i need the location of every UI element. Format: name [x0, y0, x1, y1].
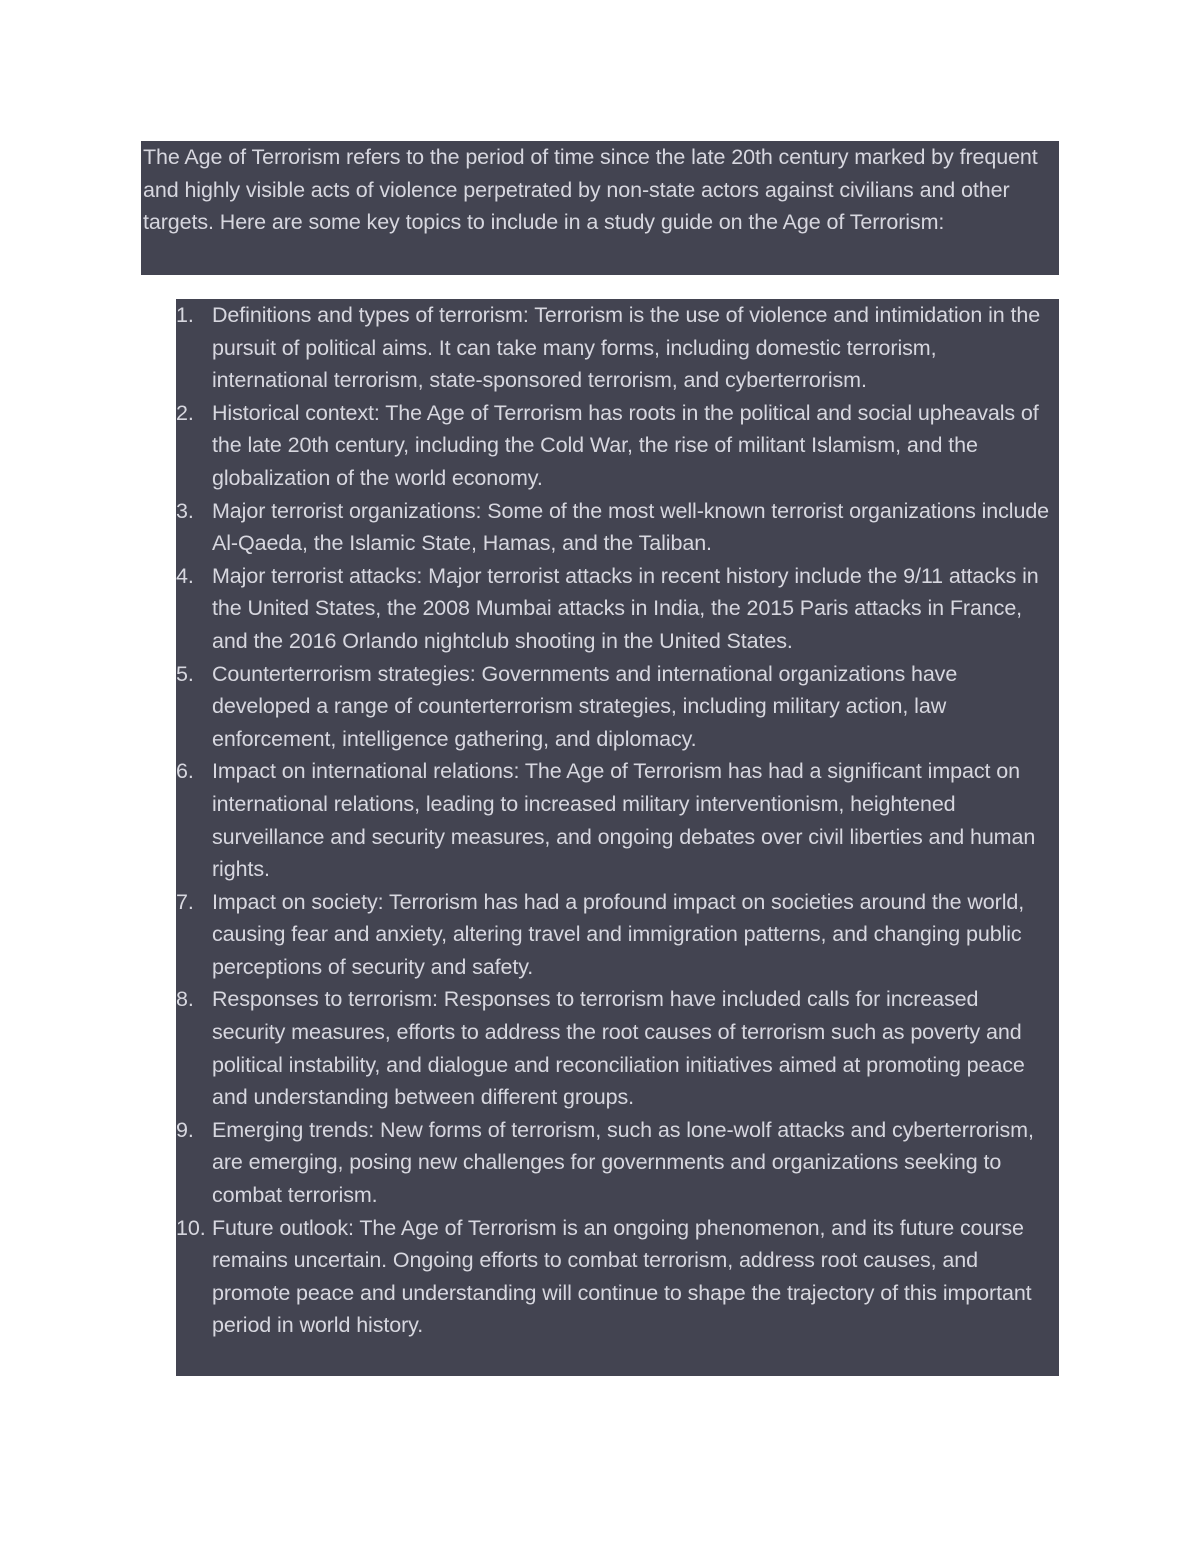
- list-item-text: Major terrorist attacks: Major terrorist attacks in recent history include the 9/11 attacks in the United States, the 2008 Mumbai attacks in India, the 2015 Paris attacks in France, and the 2016 Orlando nightclub shooting in the United States.: [212, 563, 1039, 653]
- list-item: [176, 299, 1059, 397]
- list-item-text: Responses to terrorism: Responses to terrorism have included calls for increased security measures, efforts to address the root causes of terrorism such as poverty and political instability, and dialogue and reconciliation initiatives aimed at promoting peace and understanding between different groups.: [212, 987, 1025, 1110]
- list-item: [176, 983, 1059, 1113]
- list-item-number: 6.: [176, 759, 194, 784]
- list-item-number: 4.: [176, 563, 194, 588]
- list-item-text: Definitions and types of terrorism: Terrorism is the use of violence and intimidation in the pursuit of political aims. It can take many forms, including domestic terrorism, international terrorism, state-sponsored terrorism, and cyberterrorism.: [212, 303, 1041, 393]
- list-item-number: 5.: [176, 661, 194, 686]
- list-item-number: 10.: [176, 1215, 206, 1240]
- list-item: [176, 1114, 1059, 1212]
- list-item-text: Historical context: The Age of Terrorism has roots in the political and social upheavals of the late 20th century, including the Cold War, the rise of militant Islamism, and the globalization of the world economy.: [212, 400, 1039, 490]
- list-item-text: Future outlook: The Age of Terrorism is an ongoing phenomenon, and its future course remains uncertain. Ongoing efforts to combat terrorism, address root causes, and promote peace and understanding will continue to shape the trajectory of this important period in world history.: [212, 1215, 1032, 1338]
- list-item-number: 8.: [176, 987, 194, 1012]
- list-item-number: 7.: [176, 889, 194, 914]
- list-item: [176, 560, 1059, 658]
- list-item-number: 3.: [176, 498, 194, 523]
- list-item: [176, 886, 1059, 984]
- list-item-text: Emerging trends: New forms of terrorism, such as lone-wolf attacks and cyberterrorism, are emerging, posing new challenges for governments and organizations seeking to combat terrorism.: [212, 1117, 1034, 1208]
- list-item: [176, 755, 1059, 885]
- list-item-text: Counterterrorism strategies: Governments and international organizations have developed a range of counterterrorism strategies, including military action, law enforcement, intelligence gathering, and diplomacy.: [212, 661, 958, 751]
- list-item-number: 1.: [176, 303, 194, 327]
- list-item: [176, 1212, 1059, 1342]
- intro-paragraph: The Age of Terrorism refers to the period of time since the late 20th century marked by frequent and highly visible acts of violence perpetrated by non-state actors against civilians and other targets. Here are some key topics to include in a study guide on the Age of Terrorism:: [141, 141, 1059, 275]
- list-item: [176, 397, 1059, 495]
- list-item: [176, 658, 1059, 756]
- topics-list-box: [176, 299, 1059, 1376]
- topics-list: [176, 299, 1059, 1342]
- list-item: [176, 495, 1059, 560]
- list-item-text: Impact on society: Terrorism has had a profound impact on societies around the world, causing fear and anxiety, altering travel and immigration patterns, and changing public perceptions of security and safety.: [212, 889, 1025, 979]
- list-item-number: 2.: [176, 400, 194, 425]
- list-item-text: Impact on international relations: The Age of Terrorism has had a significant impact on international relations, leading to increased military interventionism, heightened surveillance and security measures, and ongoing debates over civil liberties and human rights.: [212, 759, 1036, 882]
- list-item-text: Major terrorist organizations: Some of the most well-known terrorist organizations include Al-Qaeda, the Islamic State, Hamas, and the Taliban.: [212, 498, 1050, 556]
- list-item-number: 9.: [176, 1117, 194, 1142]
